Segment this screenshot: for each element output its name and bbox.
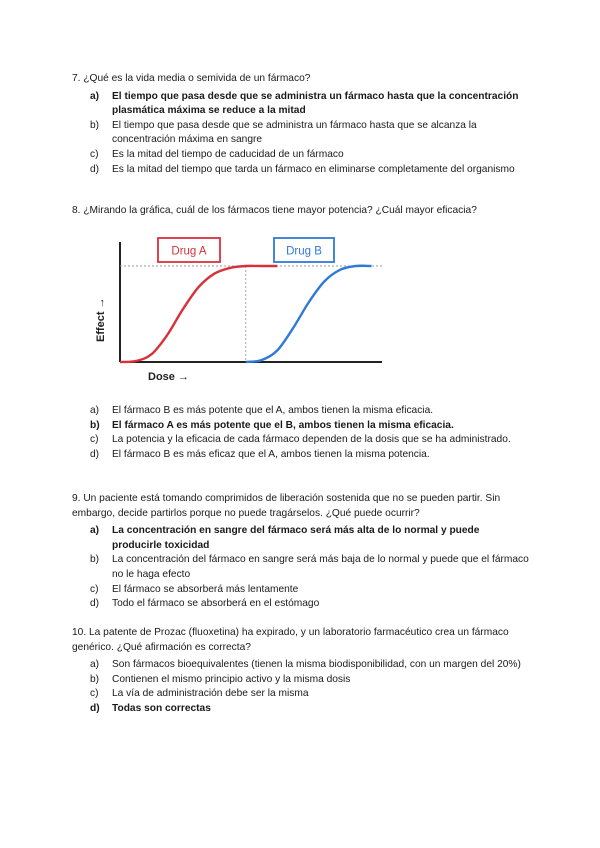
question-10 bbox=[72, 626, 532, 717]
drug-b-legend-label: Drug B bbox=[286, 245, 322, 258]
option-b bbox=[72, 419, 532, 434]
option-d bbox=[72, 597, 532, 612]
option-text: Es la mitad del tiempo que tarda un fármaco en eliminarse completamente del organismo bbox=[112, 163, 515, 175]
question-7 bbox=[72, 72, 532, 177]
option-text: La concentración del fármaco en sangre será más baja de lo normal y puede que el fármaco no le haga efecto bbox=[112, 554, 529, 580]
option-letter: b) bbox=[90, 419, 100, 431]
option-letter: b) bbox=[90, 119, 100, 131]
option-list bbox=[72, 404, 532, 462]
option-text: El fármaco B es más potente que el A, ambos tienen la misma eficacia. bbox=[112, 405, 434, 416]
option-text: Contienen el mismo principio activo y la misma dosis bbox=[112, 673, 351, 685]
option-c bbox=[72, 583, 532, 598]
question-text: 7. ¿Qué es la vida media o semivida de un fármaco? bbox=[72, 73, 311, 84]
drug-b-curve bbox=[246, 266, 372, 362]
option-d bbox=[72, 163, 532, 178]
drug-a-legend-label: Drug A bbox=[171, 245, 207, 258]
option-b bbox=[72, 119, 532, 148]
option-text: El fármaco A es más potente que el B, ambos tienen la misma eficacia. bbox=[112, 419, 454, 431]
option-letter: b) bbox=[90, 554, 100, 566]
option-text: El fármaco se absorberá más lentamente bbox=[112, 583, 299, 595]
option-letter: a) bbox=[90, 90, 100, 102]
option-a bbox=[72, 658, 532, 673]
question-8-options bbox=[72, 404, 532, 462]
y-axis-label: Effect → bbox=[95, 297, 107, 342]
option-c bbox=[72, 433, 532, 448]
option-text: Todas son correctas bbox=[112, 702, 211, 714]
question-text: 8. ¿Mirando la gráfica, cuál de los fármacos tiene mayor potencia? ¿Cuál mayor eficacia? bbox=[72, 205, 477, 216]
option-letter: c) bbox=[90, 583, 99, 595]
option-letter: b) bbox=[90, 673, 100, 685]
option-letter: a) bbox=[90, 525, 100, 537]
option-a bbox=[72, 90, 532, 119]
option-text: La vía de administración debe ser la misma bbox=[112, 688, 309, 700]
option-list bbox=[72, 524, 532, 612]
option-letter: a) bbox=[90, 659, 100, 671]
option-a bbox=[72, 404, 532, 419]
option-d bbox=[72, 448, 532, 463]
option-letter: d) bbox=[90, 448, 100, 460]
option-text: El tiempo que pasa desde que se administra un fármaco hasta que la concentración plasmática máxima se reduce a la mitad bbox=[112, 90, 519, 117]
option-text: La concentración en sangre del fármaco será más alta de lo normal y puede producirle toxicidad bbox=[112, 525, 480, 551]
drug-a-curve bbox=[120, 266, 277, 362]
option-d bbox=[72, 702, 532, 717]
option-letter: c) bbox=[90, 688, 99, 700]
option-list bbox=[72, 90, 532, 178]
option-b bbox=[72, 673, 532, 688]
question-text: 10. La patente de Prozac (fluoxetina) ha expirado, y un laboratorio farmacéutico crea un fármaco genérico. ¿Qué afirmación es correcta? bbox=[72, 627, 509, 653]
option-a bbox=[72, 524, 532, 553]
x-axis-label: Dose → bbox=[148, 371, 189, 383]
option-b bbox=[72, 553, 532, 582]
option-c bbox=[72, 687, 532, 702]
dose-response-chart bbox=[86, 230, 386, 390]
option-letter: d) bbox=[90, 702, 100, 714]
option-text: El tiempo que pasa desde que se administra un fármaco hasta que se alcanza la concentración máxima en sangre bbox=[112, 119, 477, 146]
option-c bbox=[72, 148, 532, 163]
question-text: 9. Un paciente está tomando comprimidos de liberación sostenida que no se pueden partir. Sin embargo, decide partirlos porque no puede tragárselos. ¿Qué puede ocurrir? bbox=[72, 493, 501, 519]
option-text: Todo el fármaco se absorberá en el estómago bbox=[112, 598, 320, 610]
option-letter: d) bbox=[90, 598, 100, 610]
option-letter: a) bbox=[90, 405, 100, 416]
option-text: Son fármacos bioequivalentes (tienen la misma biodisponibilidad, con un margen del 20%) bbox=[112, 659, 521, 671]
option-letter: c) bbox=[90, 434, 99, 446]
dose-response-svg bbox=[86, 230, 386, 390]
option-letter: d) bbox=[90, 163, 100, 175]
option-list bbox=[72, 658, 532, 716]
option-text: Es la mitad del tiempo de caducidad de un fármaco bbox=[112, 148, 344, 160]
option-letter: c) bbox=[90, 148, 99, 160]
question-9 bbox=[72, 492, 532, 612]
option-text: La potencia y la eficacia de cada fármaco dependen de la dosis que se ha administrado. bbox=[112, 434, 511, 446]
option-text: El fármaco B es más eficaz que el A, ambos tienen la misma potencia. bbox=[112, 448, 430, 460]
question-8 bbox=[72, 204, 532, 219]
